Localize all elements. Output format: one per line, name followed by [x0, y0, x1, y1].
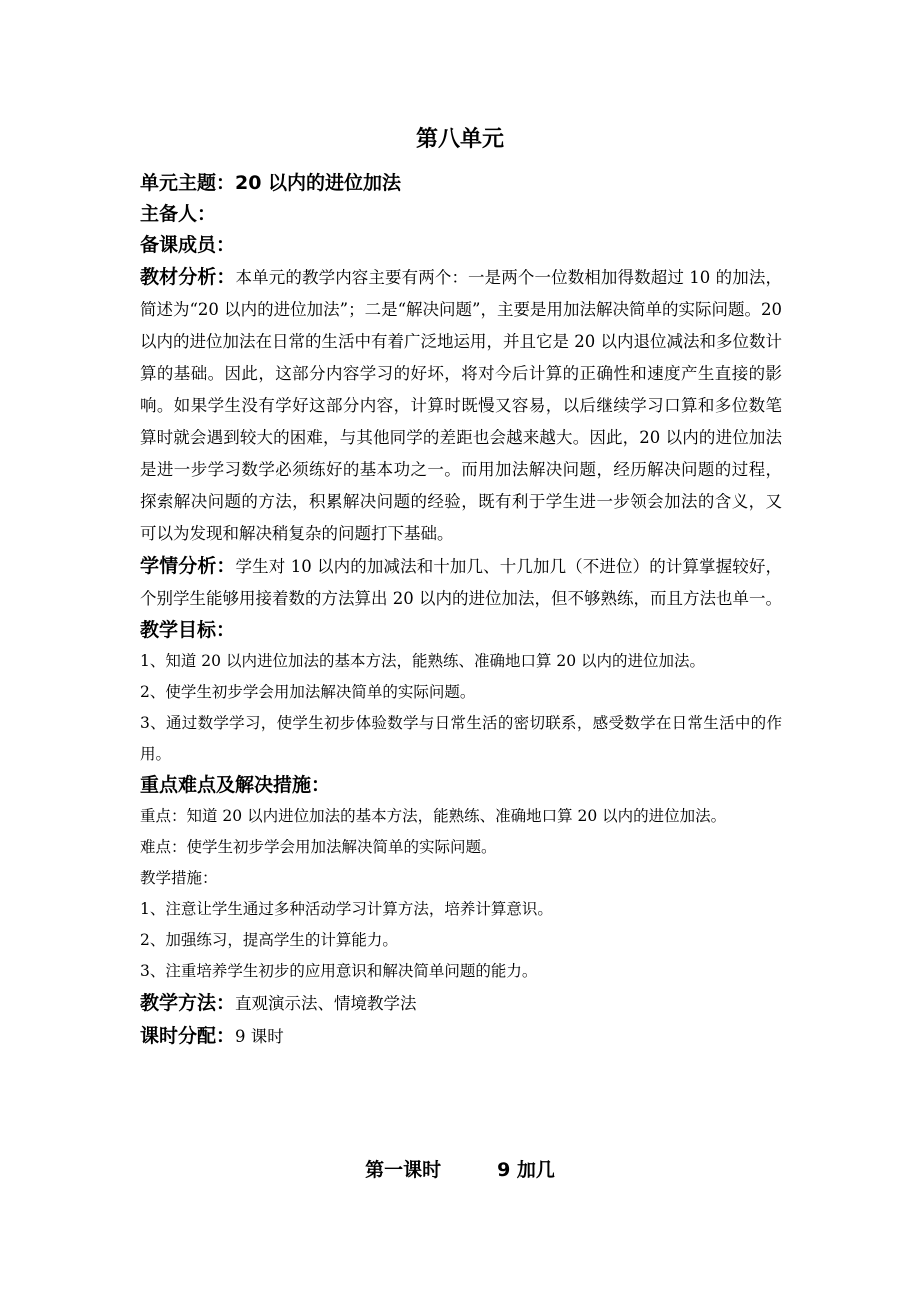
measures-label: 教学措施：: [140, 869, 218, 887]
methods-line: [140, 987, 782, 1020]
difficulty-text: 难点：使学生初步学会用加法解决简单的实际问题。: [140, 838, 497, 856]
textbook-analysis-text: 本单元的教学内容主要有两个：一是两个一位数相加得数超过 10 的加法，简述为“20 以内的进位加法”；二是“解决问题”，主要是用加法解决简单的实际问题。20 以内的进位加法在日常的生活中有着广泛地运用，并且它是 20 以内退位减法和多位数计算的基础。因此，这部分内容学习的好坏，将对今后计算的正确性和速度产生直接的影响。如果学生没有学好这部分内容，计算时既慢又容易，以后继续学习口算和多位数笔算时就会遇到较大的困难，与其他同学的差距也会越来越大。因此，20 以内的进位加法是进一步学习数学必须练好的基本功之一。而用加法解决问题，经历解决问题的过程，探索解决问题的方法，积累解决问题的经验，既有利于学生进一步领会加法的含义，又可以为发现和解决稍复杂的问题打下基础。: [140, 268, 782, 543]
student-analysis-text: 学生对 10 以内的加减法和十加几、十几加几（不进位）的计算掌握较好，个别学生能够用接着数的方法算出 20 以内的进位加法，但不够熟练，而且方法也单一。: [140, 557, 782, 608]
methods-text: 直观演示法、情境教学法: [235, 994, 417, 1013]
members-line: 备课成员：: [140, 234, 236, 256]
key-points-heading: 重点难点及解决措施：: [140, 774, 331, 796]
objective-item: 3、通过数学学习，使学生初步体验数学与日常生活的密切联系，感受数学在日常生活中的作用。: [140, 714, 782, 763]
student-analysis: [140, 550, 782, 615]
hours-label: 课时分配：: [140, 1025, 236, 1047]
textbook-analysis-label: 教材分析：: [140, 266, 236, 288]
measure-item: 2、加强练习，提高学生的计算能力。: [140, 931, 398, 949]
hours-text: 9 课时: [235, 1027, 284, 1046]
measure-item: 1、注意让学生通过多种活动学习计算方法，培养计算意识。: [140, 900, 553, 918]
unit-theme: 单元主题：20 以内的进位加法: [140, 172, 402, 194]
textbook-analysis: [140, 261, 782, 550]
focus-text: 重点：知道 20 以内进位加法的基本方法，能熟练、准确地口算 20 以内的进位加法。: [140, 807, 727, 825]
lesson-label: 第一课时: [365, 1159, 442, 1181]
methods-label: 教学方法：: [140, 992, 236, 1014]
objectives-heading: 教学目标：: [140, 619, 236, 641]
student-analysis-label: 学情分析：: [140, 555, 236, 577]
objective-item: 1、知道 20 以内进位加法的基本方法，能熟练、准确地口算 20 以内的进位加法。: [140, 652, 706, 670]
hours-line: [140, 1020, 782, 1053]
measure-item: 3、注重培养学生初步的应用意识和解决简单问题的能力。: [140, 962, 538, 980]
preparer-line: 主备人：: [140, 203, 217, 225]
lesson-topic: 9 加几: [497, 1159, 555, 1181]
unit-title: 第八单元: [415, 127, 504, 152]
objective-item: 2、使学生初步学会用加法解决简单的实际问题。: [140, 683, 476, 701]
lesson-heading: [0, 1155, 920, 1182]
document-body: [140, 168, 782, 1053]
